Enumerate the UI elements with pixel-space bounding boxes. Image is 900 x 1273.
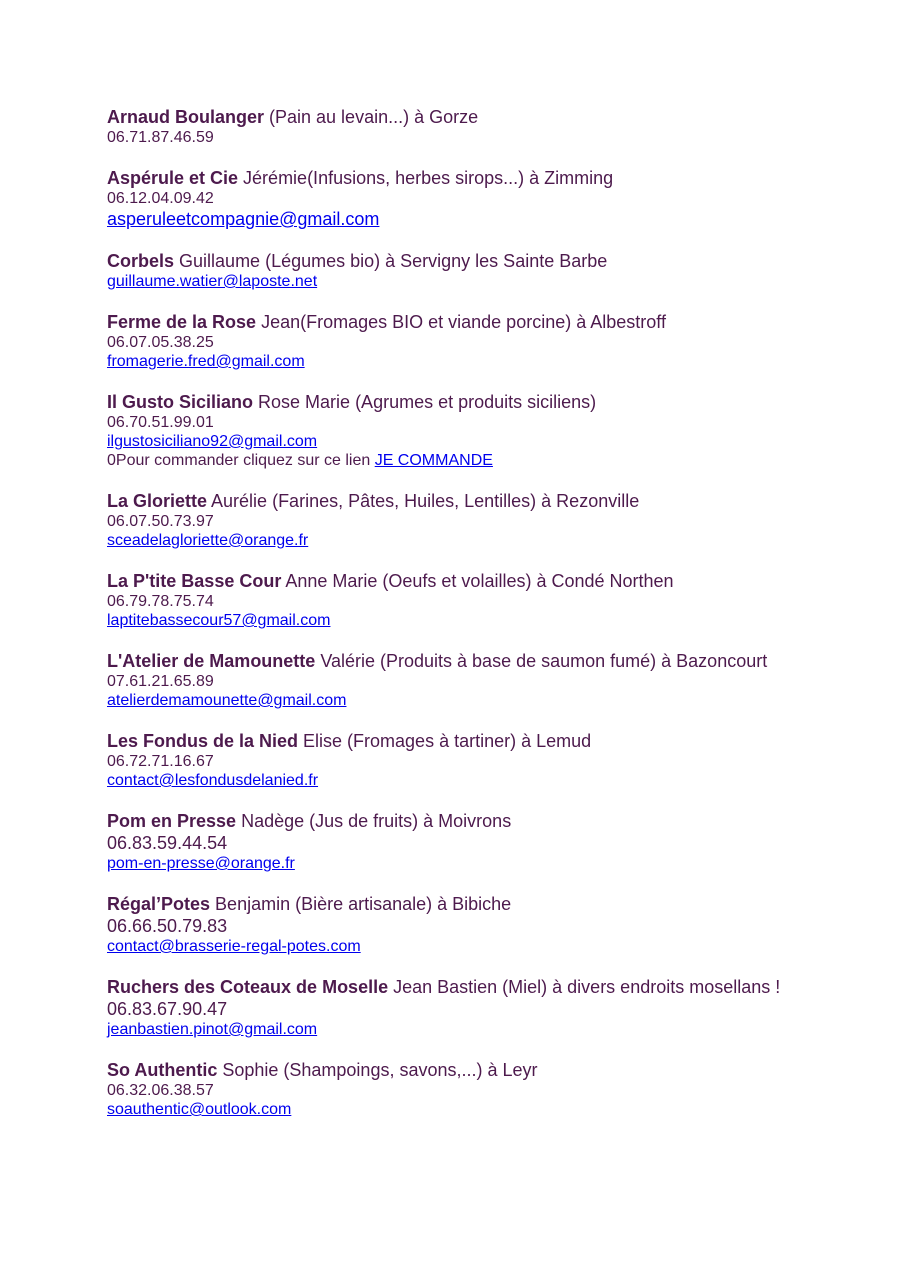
producer-entry (107, 311, 867, 371)
producer-detail: Valérie (Produits à base de saumon fumé) à Bazoncourt (315, 651, 768, 671)
producer-phone: 06.72.71.16.67 (107, 753, 214, 770)
producer-phone: 06.83.59.44.54 (107, 833, 228, 853)
producer-heading (107, 1059, 867, 1081)
producer-detail: Aurélie (Farines, Pâtes, Huiles, Lentilles) à Rezonville (207, 491, 640, 511)
producer-list (107, 106, 867, 1139)
producer-detail: Jérémie(Infusions, herbes sirops...) à Zimming (238, 168, 614, 188)
producer-phone: 06.66.50.79.83 (107, 916, 228, 936)
producer-name: Il Gusto Siciliano (107, 392, 254, 412)
producer-phone: 06.79.78.75.74 (107, 593, 214, 610)
producer-detail: Anne Marie (Oeufs et volailles) à Condé Northen (281, 571, 674, 591)
producer-entry (107, 490, 867, 550)
producer-email-link[interactable]: jeanbastien.pinot@gmail.com (107, 1021, 318, 1038)
producer-email-link[interactable]: guillaume.watier@laposte.net (107, 273, 318, 290)
producer-name: Ruchers des Coteaux de Moselle (107, 977, 389, 997)
producer-entry (107, 976, 867, 1039)
producer-heading (107, 650, 867, 672)
producer-heading (107, 893, 867, 915)
producer-heading (107, 250, 867, 272)
producer-email-link[interactable]: fromagerie.fred@gmail.com (107, 353, 305, 370)
producer-heading (107, 106, 867, 128)
producer-email-link[interactable]: asperuleetcompagnie@gmail.com (107, 209, 380, 229)
producer-entry (107, 106, 867, 147)
producer-detail: Guillaume (Légumes bio) à Servigny les Sainte Barbe (174, 251, 608, 271)
producer-entry (107, 250, 867, 291)
producer-email-link[interactable]: contact@lesfondusdelanied.fr (107, 772, 319, 789)
producer-name: Pom en Presse (107, 811, 237, 831)
producer-heading (107, 976, 867, 998)
producer-name: Arnaud Boulanger (107, 107, 265, 127)
producer-entry (107, 391, 867, 470)
producer-phone: 06.07.05.38.25 (107, 334, 214, 351)
producer-phone: 07.61.21.65.89 (107, 673, 214, 690)
order-line (107, 451, 867, 470)
producer-entry (107, 570, 867, 630)
producer-name: Corbels (107, 251, 175, 271)
producer-name: Ferme de la Rose (107, 312, 257, 332)
producer-heading (107, 810, 867, 832)
producer-email-link[interactable]: contact@brasserie-regal-potes.com (107, 938, 361, 955)
producer-entry (107, 893, 867, 956)
producer-email-link[interactable]: sceadelagloriette@orange.fr (107, 532, 309, 549)
producer-email-link[interactable]: atelierdemamounette@gmail.com (107, 692, 347, 709)
producer-heading (107, 490, 867, 512)
producer-entry (107, 810, 867, 873)
producer-phone: 06.12.04.09.42 (107, 190, 214, 207)
producer-phone: 06.70.51.99.01 (107, 414, 214, 431)
producer-detail: Jean Bastien (Miel) à divers endroits mosellans ! (388, 977, 781, 997)
producer-entry (107, 650, 867, 710)
producer-detail: Benjamin (Bière artisanale) à Bibiche (210, 894, 512, 914)
producer-detail: (Pain au levain...) à Gorze (264, 107, 479, 127)
producer-name: La Gloriette (107, 491, 208, 511)
producer-email-link[interactable]: pom-en-presse@orange.fr (107, 855, 295, 872)
producer-phone: 06.07.50.73.97 (107, 513, 214, 530)
producer-heading (107, 730, 867, 752)
producer-entry (107, 730, 867, 790)
producer-detail: Rose Marie (Agrumes et produits siciliens) (253, 392, 597, 412)
producer-detail: Sophie (Shampoings, savons,...) à Leyr (217, 1060, 538, 1080)
producer-phone: 06.71.87.46.59 (107, 129, 214, 146)
order-link[interactable]: JE COMMANDE (374, 452, 493, 469)
producer-name: Régal’Potes (107, 894, 211, 914)
producer-name: Les Fondus de la Nied (107, 731, 299, 751)
producer-phone: 06.83.67.90.47 (107, 999, 228, 1019)
producer-entry (107, 167, 867, 230)
producer-heading (107, 391, 867, 413)
producer-name: So Authentic (107, 1060, 218, 1080)
producer-detail: Nadège (Jus de fruits) à Moivrons (236, 811, 512, 831)
producer-email-link[interactable]: ilgustosiciliano92@gmail.com (107, 433, 318, 450)
producer-entry (107, 1059, 867, 1119)
producer-heading (107, 311, 867, 333)
producer-email-link[interactable]: laptitebassecour57@gmail.com (107, 612, 331, 629)
producer-detail: Elise (Fromages à tartiner) à Lemud (298, 731, 592, 751)
producer-name: Aspérule et Cie (107, 168, 239, 188)
producer-heading (107, 167, 867, 189)
producer-detail: Jean(Fromages BIO et viande porcine) à Albestroff (256, 312, 666, 332)
producer-heading (107, 570, 867, 592)
producer-email-link[interactable]: soauthentic@outlook.com (107, 1101, 292, 1118)
producer-name: L'Atelier de Mamounette (107, 651, 316, 671)
order-text: 0Pour commander cliquez sur ce lien (107, 452, 375, 469)
producer-phone: 06.32.06.38.57 (107, 1082, 214, 1099)
producer-name: La P'tite Basse Cour (107, 571, 282, 591)
